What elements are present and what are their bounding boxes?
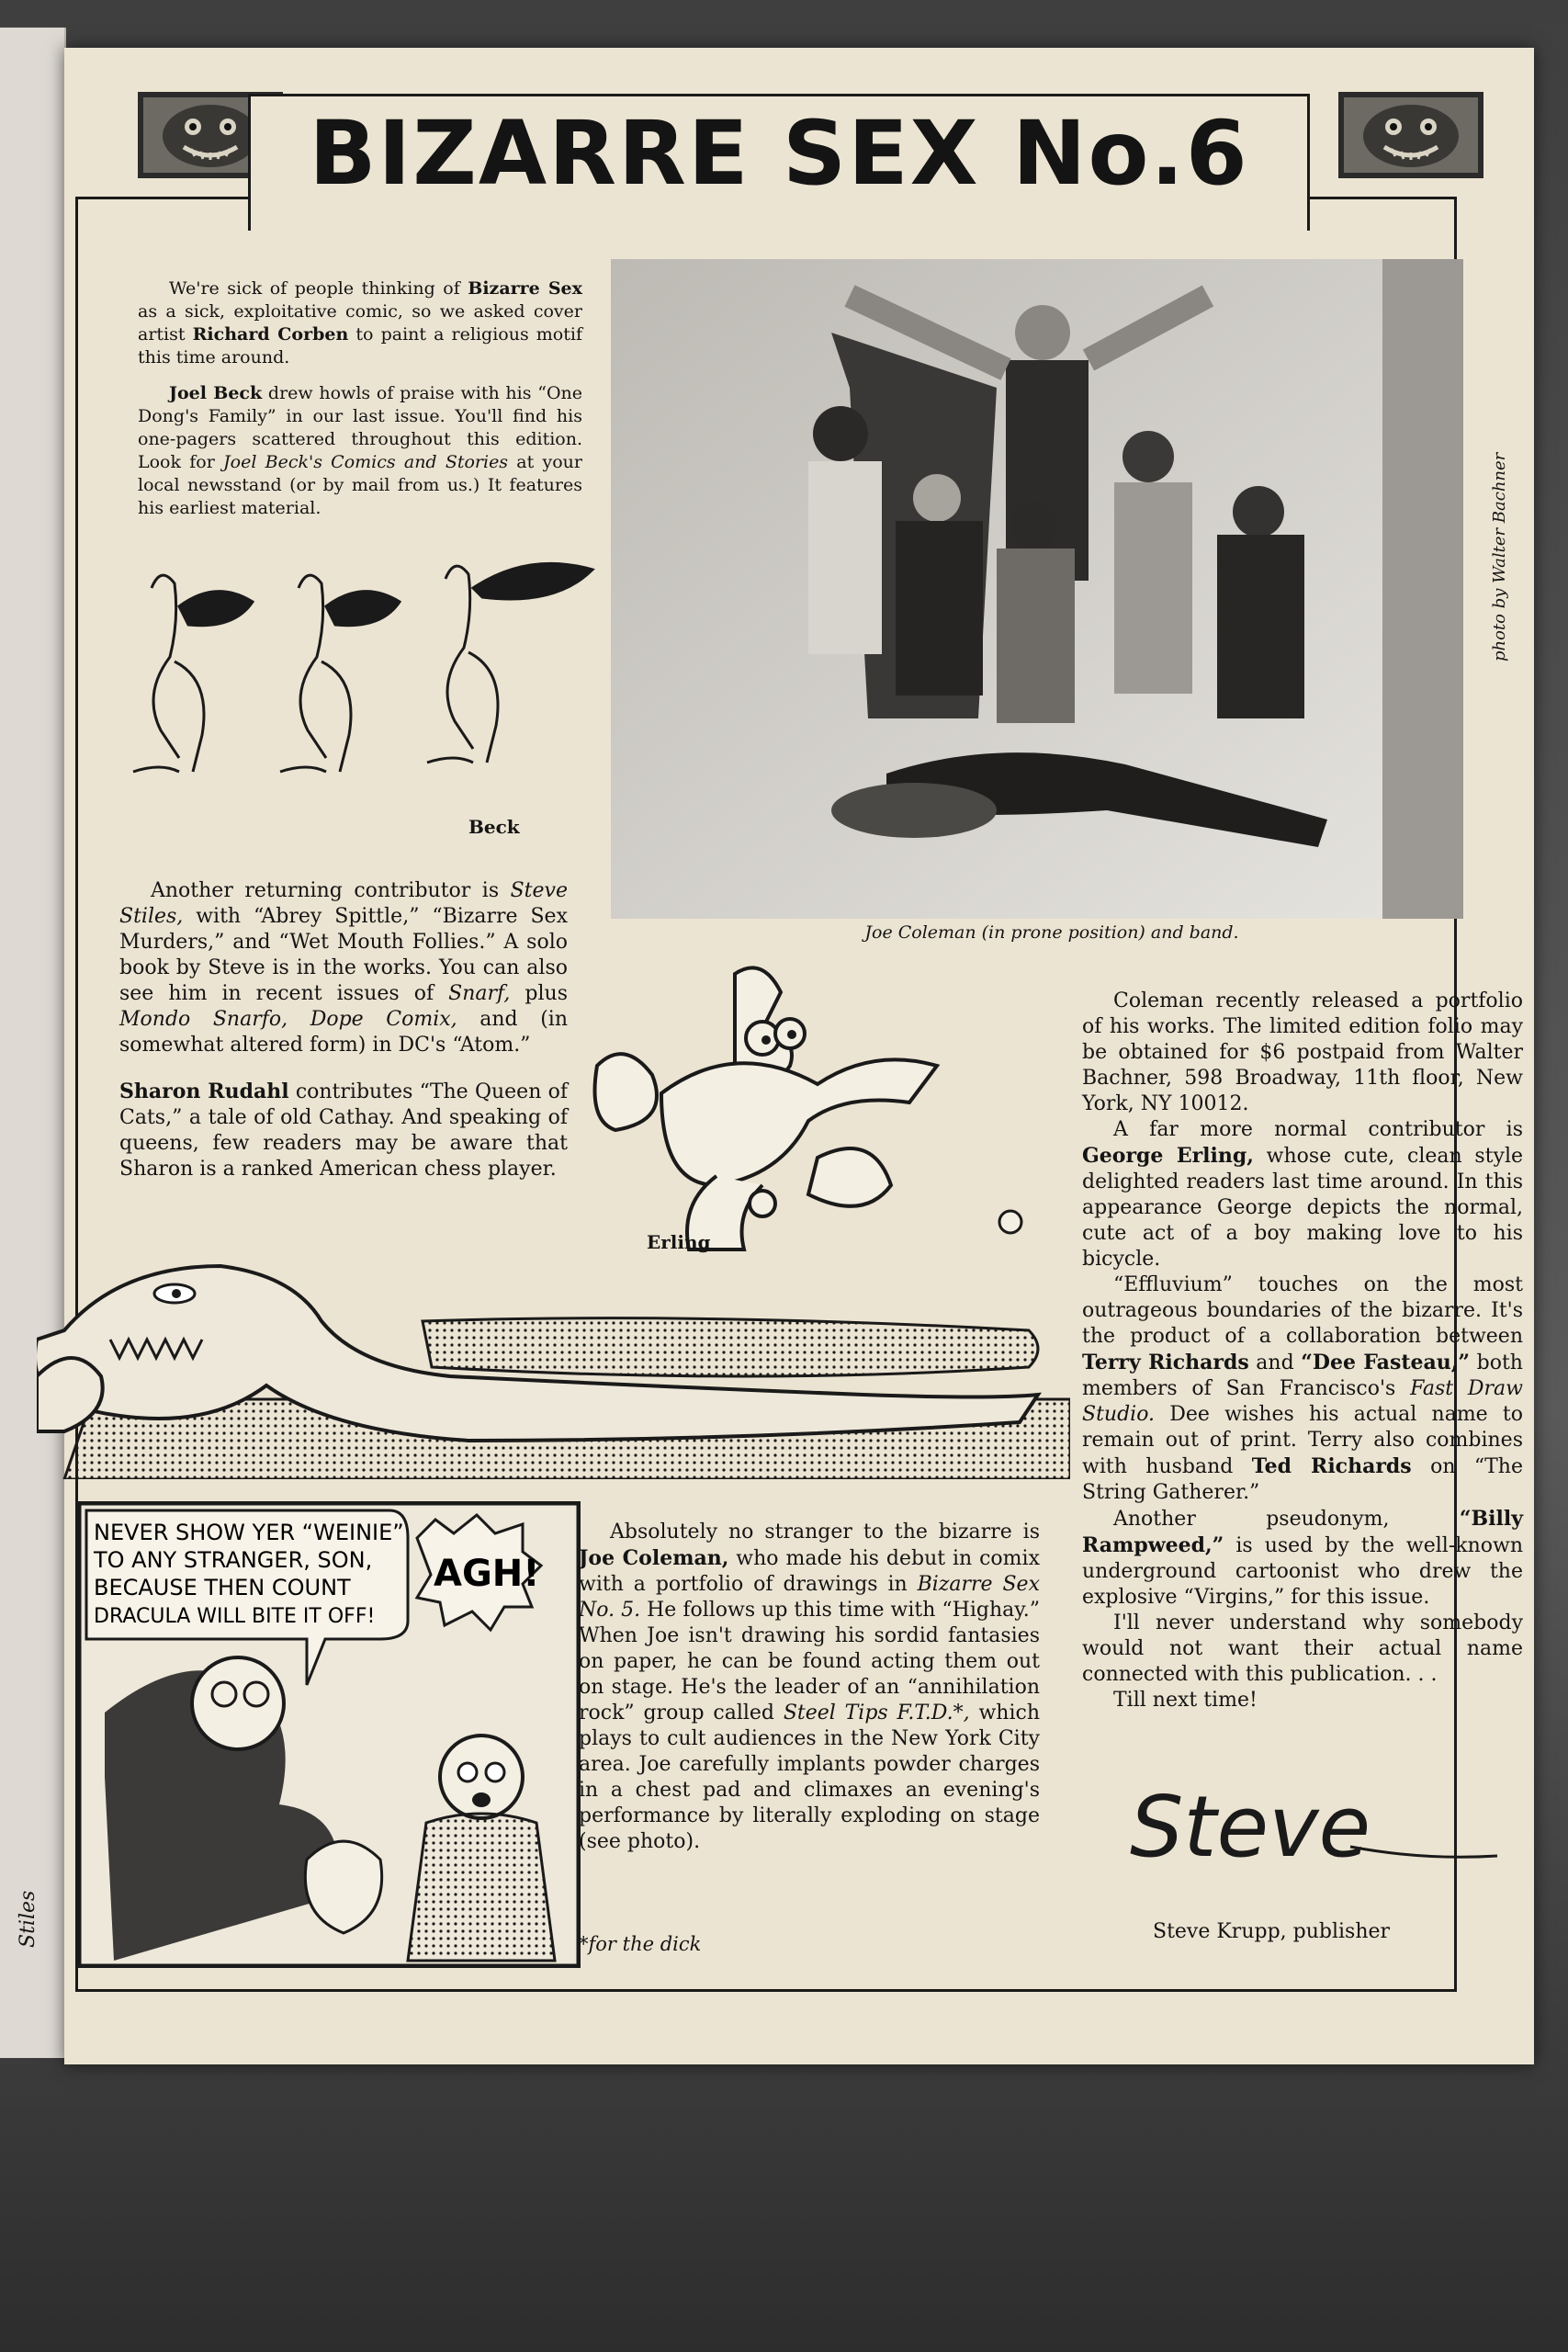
text-italic: Steel Tips F.T.D.*,	[783, 1702, 970, 1724]
signature	[1121, 1764, 1506, 1883]
text-span: is used by the well-known underground cartoonist who drew the explosive “Virgins,” for this issue.	[1082, 1534, 1523, 1609]
publisher-credit: Steve Krupp, publisher	[1153, 1920, 1391, 1943]
page-title: BIZARRE SEX No.6	[309, 102, 1249, 205]
photo-credit: photo by Walter Bachner	[1490, 452, 1509, 662]
text-span: whose cute, clean style delighted readers last time around. In this appearance George depicts the normal, cute act of a boy making love to his bicycle.	[1082, 1145, 1523, 1271]
right-paragraph-6: Till next time!	[1113, 1689, 1258, 1712]
text-italic: Steve Stiles,	[119, 879, 568, 928]
creature-drawing	[37, 1238, 1070, 1479]
text-bold: Sharon Rudahl	[119, 1080, 289, 1103]
stiles-comic-panel	[77, 1501, 581, 1968]
stiles-label: Stiles	[17, 1890, 39, 1948]
comic-speech-line-4: DRACULA WILL BITE IT OFF!	[94, 1605, 376, 1628]
text-span: as a sick, exploitative comic, so we asked cover artist	[138, 301, 582, 345]
beck-label: Beck	[468, 816, 520, 838]
text-span: He follows up this time with “Highay.” When Joe isn't drawing his sordid fantasies on paper, he can be found acting them out on stage. He's the leader of an “annihilation rock” group called	[579, 1599, 1040, 1724]
text-bold: Richard Corben	[192, 324, 349, 345]
text-italic: Mondo Snarfo, Dope Comix,	[119, 1008, 457, 1031]
title-box	[248, 94, 1310, 231]
erling-label: Erling	[647, 1231, 711, 1253]
text-bold: Ted Richards	[1251, 1454, 1412, 1478]
adjacent-page-edge	[0, 28, 66, 2058]
text-bold: Terry Richards	[1082, 1351, 1249, 1374]
comic-shout: AGH!	[434, 1553, 540, 1595]
text-span: Dee wishes his actual name to remain out of print. Terry also combines with husband	[1082, 1403, 1523, 1478]
beck-drawing	[96, 551, 606, 813]
text-span: contributes “The Queen of Cats,” a tale of old Cathay. And speaking of queens, few readers may be aware that Sharon is a ranked American chess player.	[119, 1080, 568, 1181]
text-italic: Fast Draw Studio.	[1082, 1377, 1523, 1426]
text-italic: Joel Beck's Comics and Stories	[223, 452, 509, 472]
right-paragraph-4	[1082, 1506, 1523, 1611]
text-bold: Joel Beck	[169, 383, 263, 403]
intro-paragraph-2	[138, 382, 582, 520]
text-span: and	[1248, 1351, 1302, 1374]
text-span: Another returning contributor is	[151, 879, 511, 902]
text-bold: Bizarre Sex	[468, 278, 582, 299]
text-span: plus	[510, 982, 568, 1005]
text-span: Another pseudonym,	[1113, 1508, 1460, 1531]
coleman-paragraph	[579, 1520, 1040, 1855]
text-span: We're sick of people thinking of	[169, 278, 468, 299]
text-span: who made his debut in comix with a portfolio of drawings in	[579, 1547, 1040, 1596]
gargoyle-right-icon	[1337, 90, 1485, 180]
signature-text: Steve	[1130, 1778, 1371, 1876]
text-span: Absolutely no stranger to the bizarre is	[610, 1521, 1040, 1544]
text-span: “Effluvium” touches on the most outrageous boundaries of the bizarre. It's the product of a collaboration between	[1082, 1273, 1523, 1348]
erling-drawing	[579, 956, 1056, 1268]
rudahl-paragraph	[119, 1079, 568, 1182]
intro-column	[138, 277, 582, 533]
text-span: to paint a religious motif this time around.	[138, 324, 582, 368]
text-bold: “Dee Fasteau,”	[1301, 1351, 1471, 1374]
left-column	[119, 878, 568, 1195]
comic-speech-line-2: TO ANY STRANGER, SON,	[94, 1547, 373, 1573]
stiles-paragraph	[119, 878, 568, 1058]
intro-paragraph-1	[138, 277, 582, 369]
text-bold: Joe Coleman,	[579, 1546, 729, 1570]
band-photo	[611, 259, 1463, 919]
right-paragraph-5: I'll never understand why somebody would not want their actual name connected with this publication. . .	[1082, 1611, 1523, 1686]
coleman-column	[579, 1520, 1040, 1868]
text-span: both members of San Francisco's	[1082, 1351, 1523, 1400]
photo-caption: Joe Coleman (in prone position) and band.	[864, 922, 1239, 943]
right-column	[1082, 989, 1523, 1713]
text-span: on “The String Gatherer.”	[1082, 1455, 1523, 1504]
text-span: drew howls of praise with his “One Dong's Family” in our last issue. You'll find his one-pagers scattered throughout this edition. Look for	[138, 383, 582, 472]
right-paragraph-2	[1082, 1117, 1523, 1272]
text-italic: Bizarre Sex No. 5.	[579, 1573, 1040, 1622]
text-span: with “Abrey Spittle,” “Bizarre Sex Murders,” and “Wet Mouth Follies.” A solo book by Steve is in the works. You can also see him in recent issues of	[119, 905, 568, 1005]
footnote: *for the dick	[579, 1933, 702, 1955]
text-span: A far more normal contributor is	[1113, 1118, 1523, 1141]
text-span: which plays to cult audiences in the New York City area. Joe carefully implants powder charges in a chest pad and climaxes an evening's performance by literally exploding on stage (see photo).	[579, 1702, 1040, 1853]
text-span: and (in somewhat altered form) in DC's “Atom.”	[119, 1008, 568, 1057]
band-photo-image	[611, 259, 1463, 919]
right-paragraph-1: Coleman recently released a portfolio of his works. The limited edition folio may be obtained for $6 postpaid from Walter Bachner, 598 Broadway, 11th floor, New York, NY 10012.	[1082, 989, 1523, 1115]
comic-speech-line-3: BECAUSE THEN COUNT	[94, 1575, 351, 1600]
text-span: at your local newsstand (or by mail from us.) It features his earliest material.	[138, 452, 582, 518]
comic-speech-line-1: NEVER SHOW YER “WEINIE”	[94, 1520, 404, 1545]
text-italic: Snarf,	[448, 982, 511, 1005]
right-paragraph-3	[1082, 1272, 1523, 1506]
text-bold: “Billy Rampweed,”	[1082, 1507, 1523, 1557]
text-bold: George Erling,	[1082, 1144, 1254, 1168]
